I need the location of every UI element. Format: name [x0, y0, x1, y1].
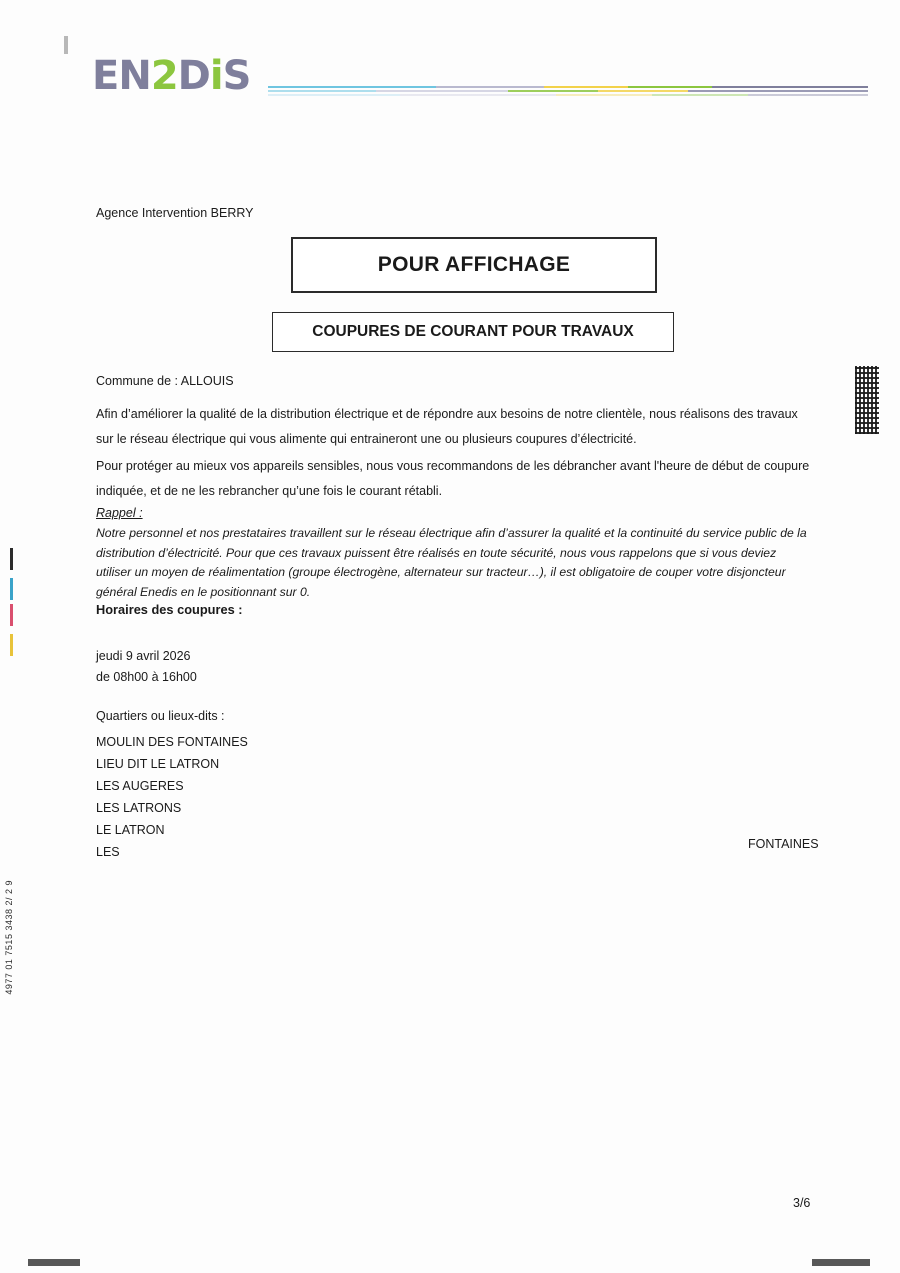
logo-wordmark: EN2DiS: [92, 53, 251, 99]
margin-tick-yellow: [10, 634, 13, 656]
list-item: LES LATRONS: [96, 801, 182, 815]
list-item: MOULIN DES FONTAINES: [96, 735, 248, 749]
scan-artifact-mark: [64, 36, 68, 54]
banner-pour-affichage: [291, 237, 657, 293]
commune-line: Commune de : ALLOUIS: [96, 374, 234, 388]
header-rule-line-2: [268, 90, 868, 92]
footer-bar-left: [28, 1259, 80, 1266]
outage-time-range: de 08h00 à 16h00: [96, 670, 197, 684]
sub-banner-title: COUPURES DE COURANT POUR TRAVAUX: [312, 323, 634, 340]
right-note: FONTAINES: [748, 837, 819, 851]
datamatrix-code-icon: [855, 366, 879, 434]
agency-name: Agence Intervention BERRY: [96, 206, 254, 220]
rappel-body: Notre personnel et nos prestataires travaillent sur le réseau électrique afin d’assurer la qualité et la continuité du service public de la distribution d’électricité. Pour que ces travaux puissent être réalisés en toute sécurité, nous vous rappelons que si vous deviez utiliser un moyen de réalimentation (groupe électrogène, alternateur sur tracteur…), il est obligatoire de couper votre disjoncteur général Enedis en le positionnant sur 0.: [96, 526, 807, 599]
paragraph-protection: Pour protéger au mieux vos appareils sensibles, nous vous recommandons de les débrancher avant l'heure de début de coupure indiquée, et de ne les rebrancher qu’une fois le courant rétabli.: [96, 459, 810, 498]
quartiers-title: Quartiers ou lieux-dits :: [96, 709, 225, 723]
outage-date: jeudi 9 avril 2026: [96, 649, 191, 663]
enedis-logo: [92, 55, 272, 97]
page-number: 3/6: [793, 1196, 811, 1210]
header-rule-line-3: [268, 94, 868, 96]
list-item: LE LATRON: [96, 823, 165, 837]
rappel-label: Rappel :: [96, 506, 143, 520]
header-color-rule: [268, 84, 868, 98]
margin-tick-black: [10, 548, 13, 570]
banner-coupures-travaux: [272, 312, 674, 352]
side-reference-code: 4977 01 7515 3438 2/ 2 9: [4, 880, 14, 995]
list-item: LES: [96, 845, 120, 859]
margin-tick-cyan: [10, 578, 13, 600]
list-item: LIEU DIT LE LATRON: [96, 757, 220, 771]
header-rule-line-1: [268, 86, 868, 88]
list-item: LES AUGERES: [96, 779, 184, 793]
quartiers-list: [96, 731, 248, 863]
banner-title: POUR AFFICHAGE: [377, 253, 571, 276]
paragraph-intro: Afin d’améliorer la qualité de la distribution électrique et de répondre aux besoins de notre clientèle, nous réalisons des travaux sur le réseau électrique qui vous alimente qui entraineront une ou plusieurs coupures d’électricité.: [96, 407, 798, 446]
footer-bar-right: [812, 1259, 870, 1266]
horaires-title: Horaires des coupures :: [96, 602, 243, 617]
margin-tick-magenta: [10, 604, 13, 626]
